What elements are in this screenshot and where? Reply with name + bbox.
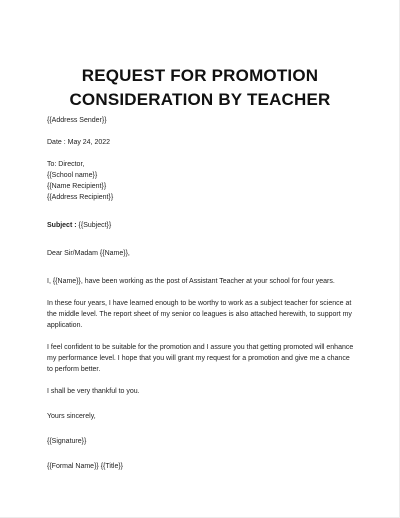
subject-value: {{Subject}} bbox=[78, 222, 112, 229]
paragraph-3: I feel confident to be suitable for the promotion and I assure you that getting promoted will enhance my performance level. I hope that you will grant my request for a promotion and give me a chance to perform better. bbox=[47, 344, 354, 373]
signature: {{Signature}} bbox=[47, 438, 87, 445]
closing: Yours sincerely, bbox=[47, 413, 96, 420]
name-recipient: {{Name Recipient}} bbox=[47, 183, 107, 190]
subject-label: Subject : bbox=[47, 222, 79, 229]
paragraph-2: In these four years, I have learned enough to be worthy to work as a subject teacher for science at the middle level. The report sheet of my senior co leagues is also attached herewith, to support my application. bbox=[47, 300, 352, 329]
to-line: To: Director, bbox=[47, 161, 85, 168]
subject-line bbox=[47, 220, 357, 231]
letter-body bbox=[47, 115, 357, 472]
document-title bbox=[0, 64, 400, 112]
date-label: Date : bbox=[47, 139, 68, 146]
paragraph-4: I shall be very thankful to you. bbox=[47, 388, 140, 395]
date-line bbox=[47, 137, 357, 148]
school-name: {{School name}} bbox=[47, 172, 98, 179]
title-line-1: REQUEST FOR PROMOTION bbox=[81, 66, 319, 85]
date-value: May 24, 2022 bbox=[67, 139, 111, 146]
address-recipient: {{Address Recipient}} bbox=[47, 194, 114, 201]
address-sender: {{Address Sender}} bbox=[47, 117, 107, 124]
salutation: Dear Sir/Madam {{Name}}, bbox=[47, 250, 130, 257]
formal-name-title: {{Formal Name}} {{Title}} bbox=[47, 463, 124, 470]
paragraph-1: I, {{Name}}, have been working as the post of Assistant Teacher at your school for four years. bbox=[47, 278, 335, 285]
title-line-2: CONSIDERATION BY TEACHER bbox=[69, 90, 331, 109]
